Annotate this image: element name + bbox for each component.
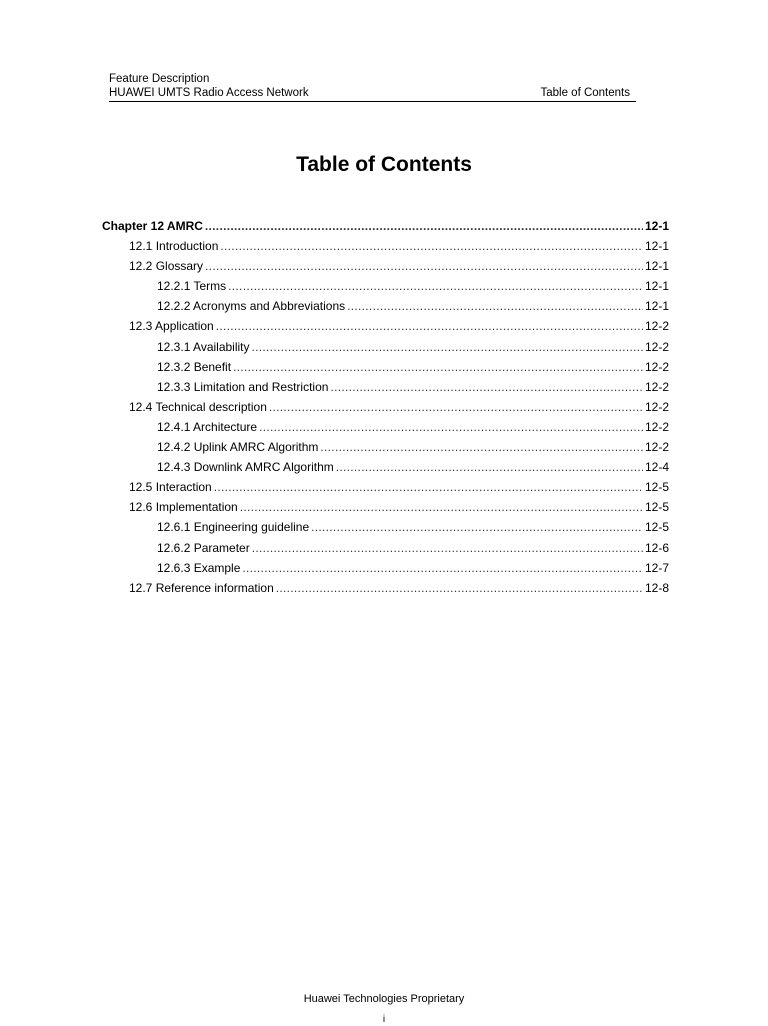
toc-entry[interactable]	[102, 497, 669, 517]
toc-dot-leader	[205, 256, 643, 276]
toc-entry-label: 12.7 Reference information	[129, 580, 274, 595]
toc-entry-label: 12.3.3 Limitation and Restriction	[157, 379, 329, 394]
toc-entry-label: 12.3 Application	[129, 319, 214, 334]
page-number: i	[382, 1014, 386, 1025]
toc-entry[interactable]	[102, 477, 669, 497]
toc-entry[interactable]	[102, 337, 669, 357]
toc-entry-label: 12.2 Glossary	[129, 259, 204, 274]
toc-dot-leader	[242, 558, 643, 578]
toc-entry-page: 12-2	[644, 339, 669, 354]
toc-entry-label: Chapter 12 AMRC	[102, 219, 203, 233]
toc-entry-label: 12.4.2 Uplink AMRC Algorithm	[157, 440, 319, 455]
toc-entry-page: 12-1	[644, 239, 669, 254]
toc-entry-label: 12.5 Interaction	[129, 480, 212, 495]
toc-dot-leader	[330, 377, 643, 397]
toc-entry-label: 12.1 Introduction	[129, 239, 219, 254]
toc-dot-leader	[214, 477, 643, 497]
toc-entry[interactable]	[102, 357, 669, 377]
toc-entry-page: 12-2	[644, 419, 669, 434]
toc-dot-leader	[336, 457, 643, 477]
toc-entry-page: 12-1	[644, 259, 669, 274]
toc-entry[interactable]	[102, 457, 669, 477]
header-section: Table of Contents	[540, 87, 630, 99]
page-footer: Huawei Technologies Proprietary	[303, 993, 465, 1005]
toc-dot-leader	[205, 216, 643, 236]
page-header	[109, 72, 636, 102]
toc-dot-leader	[252, 337, 643, 357]
toc-entry-page: 12-5	[644, 520, 669, 535]
toc-entry-page: 12-2	[644, 399, 669, 414]
toc-dot-leader	[259, 417, 643, 437]
toc-entry-page: 12-1	[644, 219, 669, 233]
toc-entry-label: 12.3.2 Benefit	[157, 359, 232, 374]
toc-entry-page: 12-1	[644, 299, 669, 314]
toc-entry-label: 12.2.2 Acronyms and Abbreviations	[157, 299, 346, 314]
table-of-contents	[102, 216, 669, 598]
toc-entry-page: 12-8	[644, 580, 669, 595]
toc-entry-label: 12.3.1 Availability	[157, 339, 250, 354]
toc-entry-label: 12.4.3 Downlink AMRC Algorithm	[157, 460, 334, 475]
toc-entry[interactable]	[102, 236, 669, 256]
toc-entry[interactable]	[102, 538, 669, 558]
toc-entry[interactable]	[102, 256, 669, 276]
toc-dot-leader	[233, 357, 643, 377]
toc-entry-label: 12.6.2 Parameter	[157, 540, 250, 555]
toc-entry[interactable]	[102, 296, 669, 316]
toc-entry-page: 12-4	[644, 460, 669, 475]
toc-dot-leader	[220, 236, 643, 256]
toc-entry-page: 12-2	[644, 379, 669, 394]
toc-dot-leader	[311, 517, 643, 537]
toc-entry-page: 12-2	[644, 359, 669, 374]
toc-dot-leader	[269, 397, 643, 417]
toc-entry-page: 12-2	[644, 440, 669, 455]
header-doc-type: Feature Description	[109, 73, 210, 85]
toc-entry[interactable]	[102, 316, 669, 336]
toc-dot-leader	[228, 276, 643, 296]
toc-entry[interactable]	[102, 397, 669, 417]
toc-dot-leader	[320, 437, 643, 457]
toc-entry[interactable]	[102, 437, 669, 457]
toc-entry-page: 12-6	[644, 540, 669, 555]
toc-entry-label: 12.6.1 Engineering guideline	[157, 520, 310, 535]
page-title: Table of Contents	[296, 153, 472, 176]
toc-dot-leader	[240, 497, 643, 517]
toc-entry[interactable]	[102, 377, 669, 397]
toc-dot-leader	[252, 538, 643, 558]
toc-entry-label: 12.2.1 Terms	[157, 279, 227, 294]
toc-entry[interactable]	[102, 517, 669, 537]
toc-dot-leader	[276, 578, 643, 598]
header-product: HUAWEI UMTS Radio Access Network	[109, 87, 309, 99]
toc-entry[interactable]	[102, 417, 669, 437]
toc-entry[interactable]	[102, 578, 669, 598]
toc-entry-page: 12-5	[644, 480, 669, 495]
toc-entry-label: 12.4 Technical description	[129, 399, 267, 414]
toc-entry-page: 12-2	[644, 319, 669, 334]
toc-entry-page: 12-5	[644, 500, 669, 515]
toc-dot-leader	[216, 316, 643, 336]
toc-entry-label: 12.6 Implementation	[129, 500, 238, 515]
toc-entry-label: 12.6.3 Example	[157, 560, 241, 575]
toc-entry-page: 12-1	[644, 279, 669, 294]
header-row	[109, 86, 636, 100]
toc-entry[interactable]	[102, 558, 669, 578]
toc-entry-label: 12.4.1 Architecture	[157, 419, 258, 434]
toc-entry[interactable]	[102, 276, 669, 296]
toc-entry[interactable]	[102, 216, 669, 236]
toc-entry-page: 12-7	[644, 560, 669, 575]
toc-dot-leader	[347, 296, 643, 316]
